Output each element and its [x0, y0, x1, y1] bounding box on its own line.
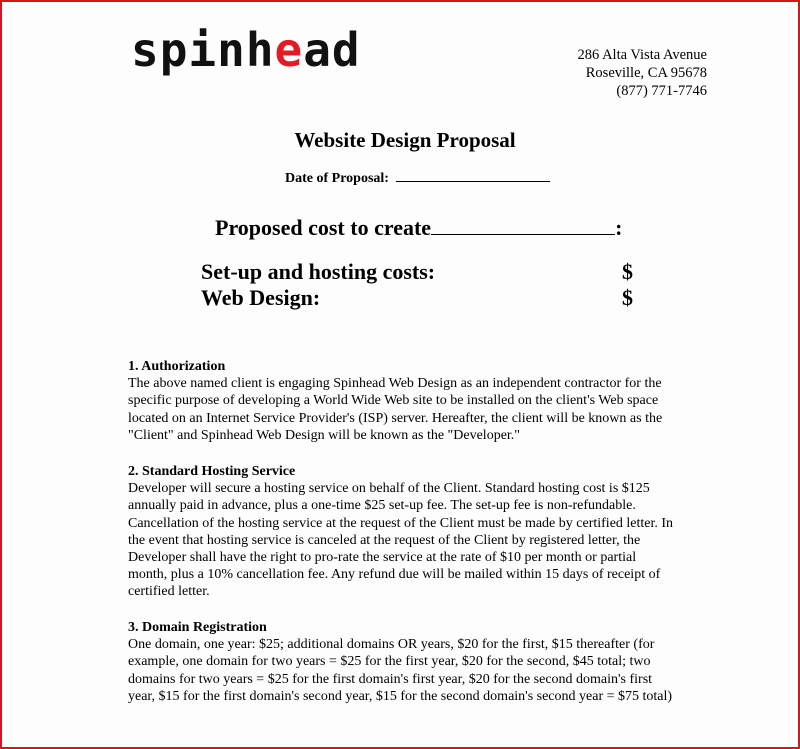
proposed-cost-suffix: : — [615, 215, 623, 240]
section-line: certified letter. — [128, 584, 210, 600]
section-line: the event that hosting service is canceled at the request of the Client by registered letter, the — [128, 532, 641, 548]
section-line: example, one domain for two years = $25 for the first year, $20 for the second, $45 total; two — [128, 654, 651, 670]
section-line: Developer shall have the right to pro-rate the service at the rate of $10 per month or partial — [128, 550, 637, 566]
design-cost-value: $ — [622, 285, 633, 310]
logo-letter: d — [331, 23, 361, 77]
section-line: Developer will secure a hosting service on behalf of the Client. Standard hosting cost is $125 — [128, 481, 650, 497]
section-heading: 1. Authorization — [128, 359, 226, 374]
section-hosting — [128, 463, 718, 601]
setup-cost-row — [201, 259, 633, 285]
proposed-cost-line — [215, 214, 622, 241]
document-title: Website Design Proposal — [294, 128, 516, 152]
section-line: year, $15 for the first domain's second year, $15 for the second domain's second year = $75 total) — [128, 688, 673, 704]
logo-letter: i — [188, 23, 218, 77]
section-authorization — [128, 358, 718, 444]
section-line: The above named client is engaging Spinhead Web Design as an independent contractor for the — [128, 376, 662, 392]
section-line: annually paid in advance, plus a one-time $25 set-up fee. The set-up fee is non-refundable. — [128, 498, 636, 514]
logo-accent-letter: e — [274, 23, 304, 77]
setup-cost-label: Set-up and hosting costs: — [201, 259, 436, 284]
address-line-street: 286 Alta Vista Avenue — [577, 47, 707, 63]
section-domain — [128, 619, 718, 705]
address-line-city: Roseville, CA 95678 — [585, 65, 707, 81]
proposed-cost-label: Proposed cost to create — [215, 215, 432, 240]
date-blank-line — [396, 167, 550, 182]
spinhead-logo — [131, 23, 361, 77]
setup-cost-value: $ — [622, 259, 633, 284]
document-page — [5, 5, 795, 744]
design-cost-row — [201, 285, 633, 311]
proposed-cost-blank-line — [431, 214, 615, 235]
section-line: specific purpose of developing a World Wide Web site to be installed on the client's Web space — [128, 393, 659, 409]
design-cost-label: Web Design: — [201, 285, 321, 310]
section-line: month, plus a 10% cancellation fee. Any refund due will be mailed within 15 days of receipt of — [128, 567, 661, 583]
logo-letter: n — [217, 23, 246, 77]
logo-letter: s — [131, 23, 160, 77]
address-line-phone: (877) 771-7746 — [616, 83, 707, 99]
logo-letter: h — [245, 23, 275, 77]
date-label: Date of Proposal: — [285, 171, 389, 186]
company-address — [578, 46, 707, 100]
section-line: domains for two years = $25 for the first domain's first year, $20 for the second domain's first — [128, 671, 653, 687]
section-heading: 3. Domain Registration — [128, 620, 267, 635]
section-line: One domain, one year: $25; additional domains OR years, $20 for the first, $15 thereafter (for — [128, 637, 655, 653]
section-heading: 2. Standard Hosting Service — [128, 464, 296, 479]
date-of-proposal — [285, 167, 550, 187]
section-line: Cancellation of the hosting service at the request of the Client must be made by certified letter. In — [128, 515, 674, 531]
logo-letter: p — [159, 23, 189, 77]
logo-letter: a — [303, 23, 332, 77]
section-line: located on an Internet Service Provider's (ISP) server. Hereafter, the client will be known as the — [128, 410, 663, 426]
section-line: "Client" and Spinhead Web Design will be known as the "Developer." — [128, 427, 521, 443]
